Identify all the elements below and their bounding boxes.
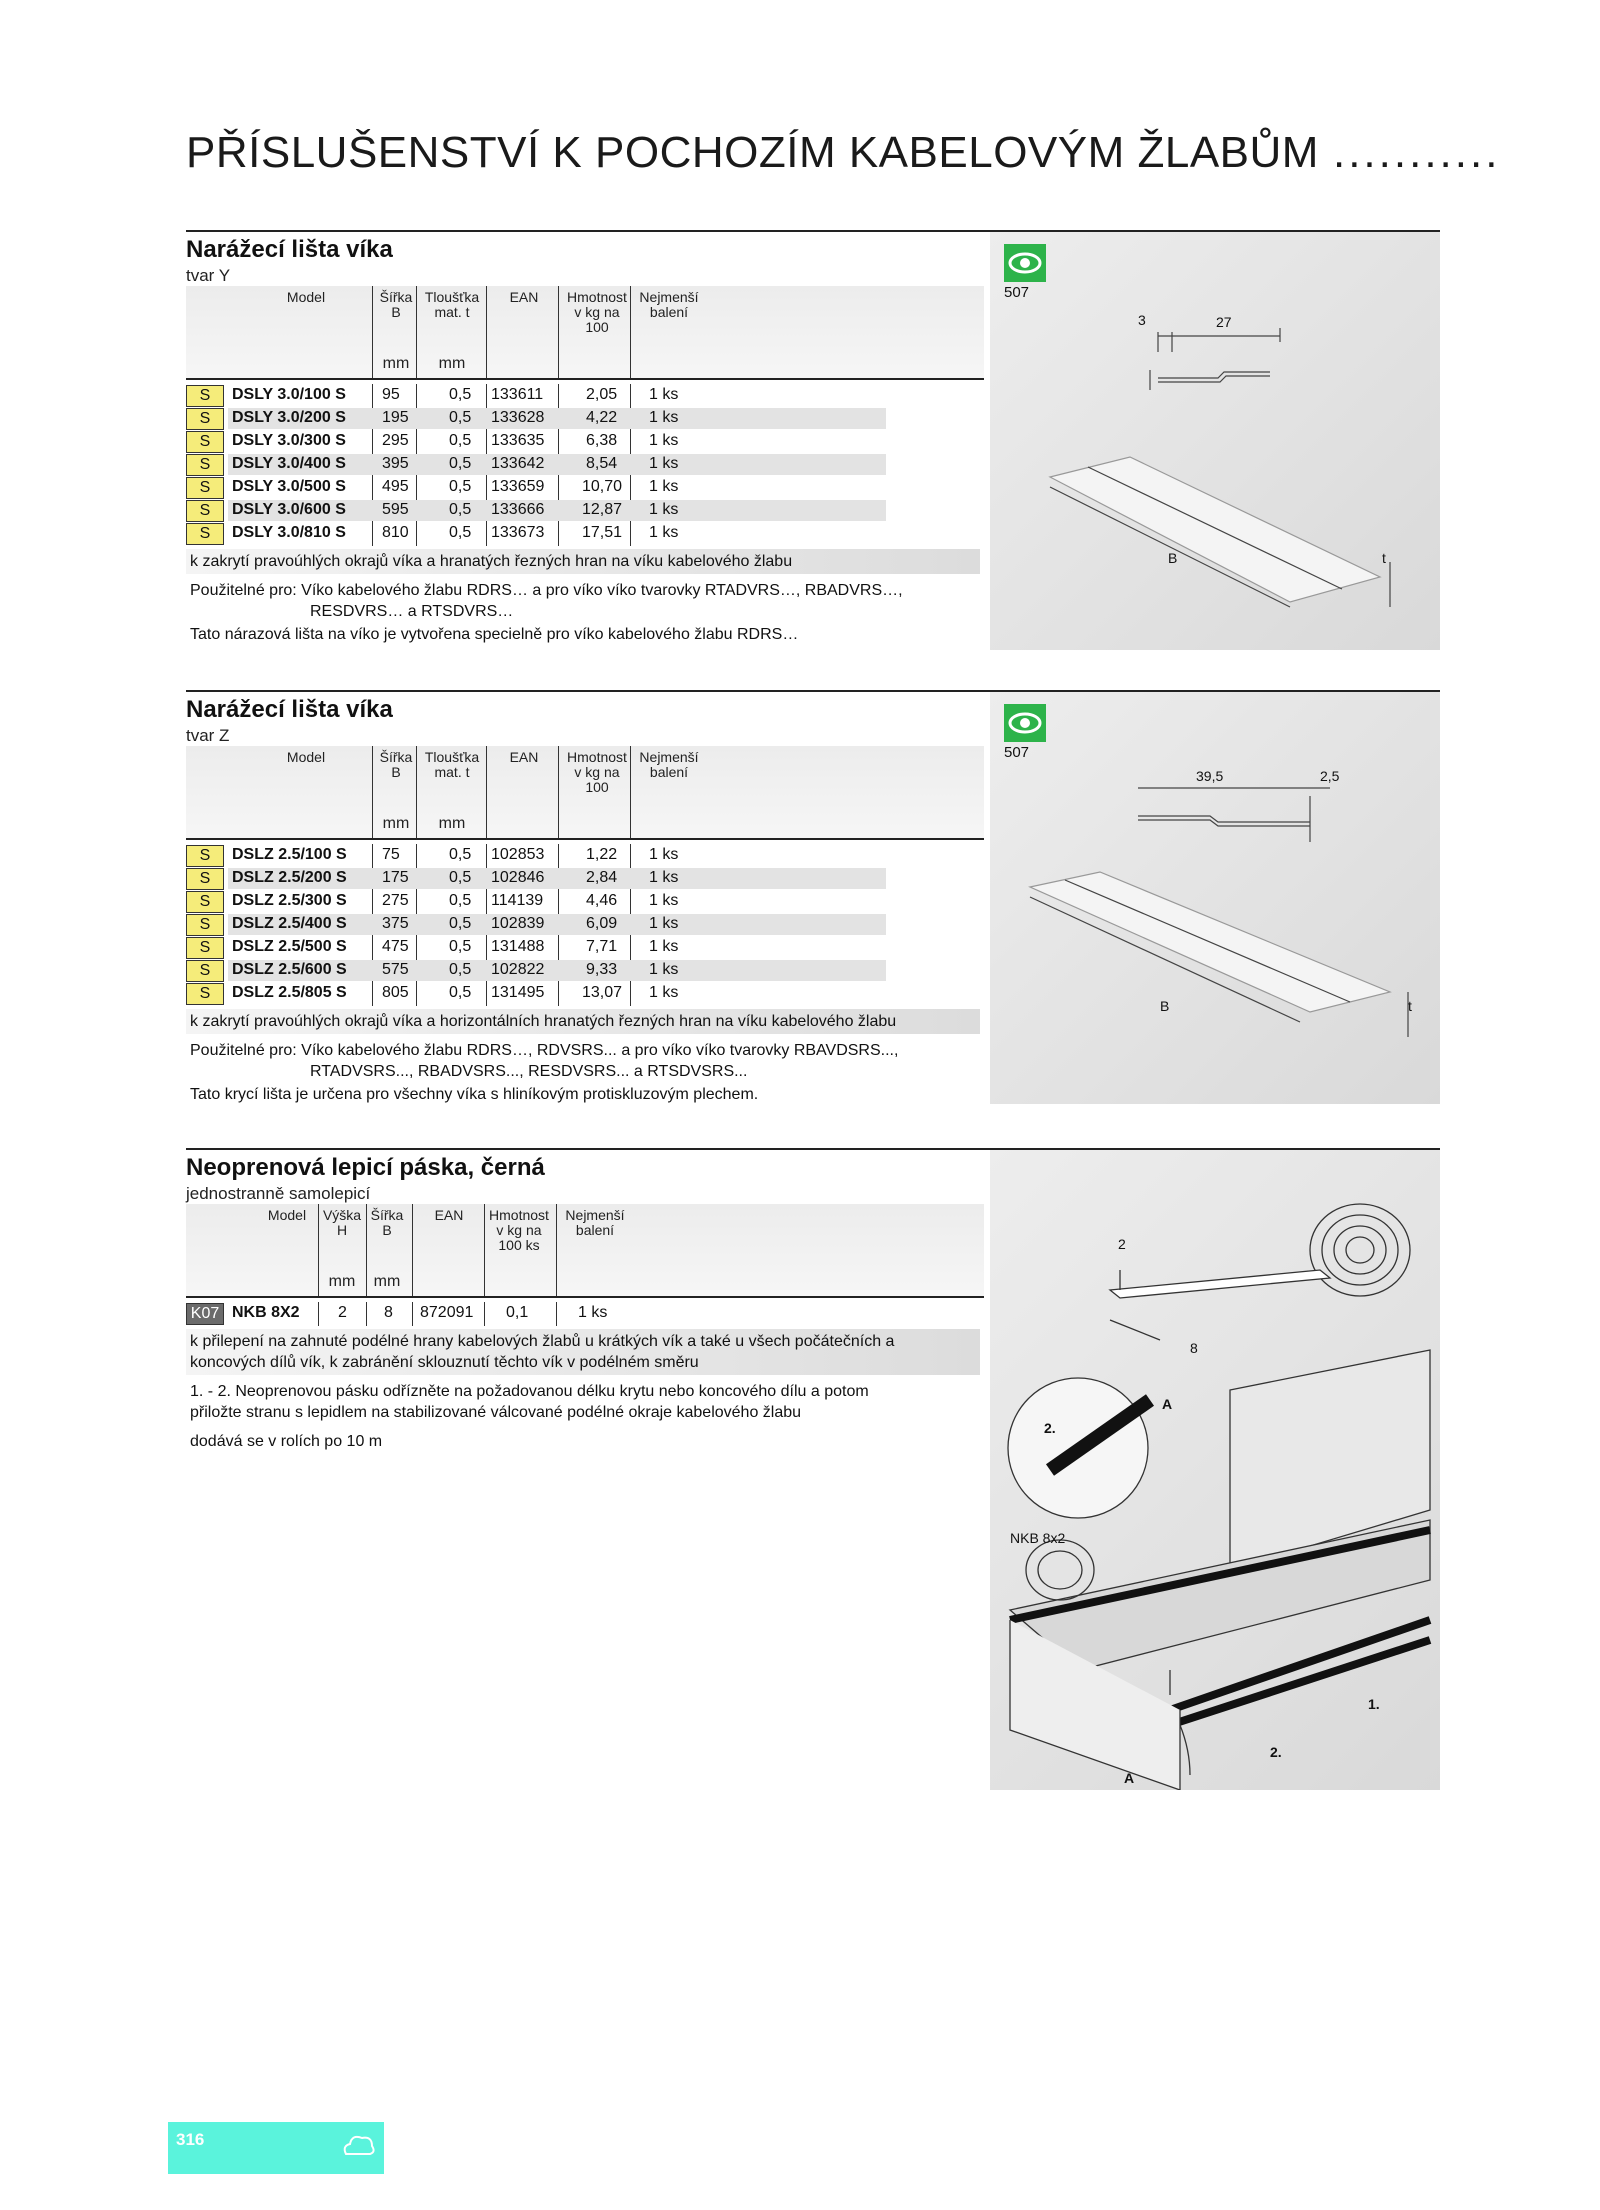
width-cell: 75	[382, 846, 400, 863]
ean-cell: 133635	[491, 432, 545, 449]
stock-badge: S	[186, 845, 224, 867]
ean-cell: 133611	[491, 386, 544, 403]
ean-cell: 102822	[491, 961, 545, 978]
model-cell: DSLZ 2.5/600 S	[232, 961, 347, 978]
ean-cell: 872091	[420, 1304, 474, 1321]
table-header	[186, 746, 984, 840]
page-footer	[168, 2122, 384, 2174]
weight-cell: 10,70	[582, 478, 623, 495]
header-model: Model	[286, 749, 326, 765]
product-illustration	[990, 1150, 1440, 1790]
weight-cell: 8,54	[586, 455, 618, 472]
ean-cell: 133628	[491, 409, 545, 426]
weight-cell: 9,33	[586, 961, 618, 978]
stock-badge: S	[186, 891, 224, 913]
model-cell: DSLY 3.0/200 S	[232, 409, 346, 426]
packing-cell: 1 ks	[649, 892, 679, 909]
packing-cell: 1 ks	[649, 386, 679, 403]
model-cell: DSLY 3.0/400 S	[232, 455, 346, 472]
table-row	[186, 913, 984, 936]
unit-mm: mm	[382, 815, 410, 832]
stock-badge: S	[186, 937, 224, 959]
thickness-cell: 0,5	[449, 524, 472, 541]
table-row	[186, 476, 984, 499]
table-row	[186, 499, 984, 522]
packing-cell: 1 ks	[649, 869, 679, 886]
width-cell: 275	[382, 892, 409, 909]
section-dsly	[186, 230, 1440, 650]
model-cell: DSLZ 2.5/400 S	[232, 915, 347, 932]
weight-cell: 2,05	[586, 386, 618, 403]
dim-label-b: 8	[1190, 1340, 1198, 1356]
table-row	[186, 959, 984, 982]
dim-label: 3	[1138, 312, 1146, 328]
section-subtitle: jednostranně samolepicí	[186, 1184, 371, 1203]
width-cell: 495	[382, 478, 409, 495]
instructions-text: 1. - 2. Neoprenovou pásku odřízněte na požadovanou délku krytu nebo koncového dílu a potom přiložte stranu s lepidlem na stabilizované válcované podélné okraje kabelového žlabu	[190, 1383, 869, 1421]
stock-badge: S	[186, 914, 224, 936]
ean-cell: 131488	[491, 938, 545, 955]
header-packing: Nejmenší balení	[639, 749, 699, 780]
stock-badge: K07	[186, 1303, 224, 1325]
weight-cell: 0,1	[506, 1304, 529, 1321]
model-cell: DSLZ 2.5/200 S	[232, 869, 347, 886]
packing-cell: 1 ks	[649, 432, 679, 449]
table-row	[186, 844, 984, 867]
table-header	[186, 286, 984, 380]
table-row	[186, 430, 984, 453]
section-subtitle: tvar Z	[186, 726, 230, 745]
tape-installation-drawing	[990, 1150, 1440, 1790]
width-cell: 395	[382, 455, 409, 472]
table-row	[186, 522, 984, 545]
table-row	[186, 453, 984, 476]
table-row	[186, 867, 984, 890]
step-label: 2.	[1270, 1744, 1282, 1760]
ean-cell: 133666	[491, 501, 545, 518]
section-title: Neoprenová lepicí páska, černá	[186, 1154, 545, 1181]
extra-text: Tato nárazová lišta na víko je vytvořena specielně pro víko kabelového žlabu RDRS…	[190, 626, 799, 643]
usage-note: k přilepení na zahnuté podélné hrany kabelových žlabů u krátkých vík a také u všech počátečních a koncových dílů vík, k zabránění sklouznutí těchto vík v podélném směru	[186, 1329, 980, 1375]
weight-cell: 12,87	[582, 501, 623, 518]
header-width: Šířka B	[379, 749, 413, 780]
width-cell: 475	[382, 938, 409, 955]
page-title: PŘÍSLUŠENSTVÍ K POCHOZÍM KABELOVÝM ŽLABŮM ...........	[186, 128, 1501, 177]
dim-label: 39,5	[1196, 768, 1224, 784]
weight-cell: 1,22	[586, 846, 618, 863]
header-packing: Nejmenší balení	[565, 1207, 625, 1238]
header-ean: EAN	[434, 1207, 464, 1223]
catalog-ref: 507	[1004, 284, 1030, 301]
packing-cell: 1 ks	[649, 409, 679, 426]
ean-cell: 133642	[491, 455, 545, 472]
header-weight: Hmotnost v kg na 100	[567, 289, 627, 335]
packing-cell: 1 ks	[578, 1304, 608, 1321]
weight-cell: 7,71	[586, 938, 618, 955]
stock-badge: S	[186, 868, 224, 890]
step-label: 1.	[1368, 1696, 1380, 1712]
ean-cell: 114139	[491, 892, 544, 909]
header-ean: EAN	[509, 289, 539, 305]
stock-badge: S	[186, 431, 224, 453]
width-cell: 295	[382, 432, 409, 449]
dim-label-b: B	[1160, 998, 1170, 1014]
header-packing: Nejmenší balení	[639, 289, 699, 320]
header-height: Výška H	[322, 1207, 362, 1238]
product-illustration	[990, 232, 1440, 650]
ean-cell: 102839	[491, 915, 545, 932]
ean-cell: 102853	[491, 846, 545, 863]
header-weight: Hmotnost v kg na 100	[567, 749, 627, 795]
section-subtitle: tvar Y	[186, 266, 231, 285]
model-cell: DSLY 3.0/300 S	[232, 432, 346, 449]
table-body	[186, 384, 984, 545]
model-cell: DSLY 3.0/600 S	[232, 501, 346, 518]
unit-mm: mm	[328, 1273, 356, 1290]
thickness-cell: 0,5	[449, 892, 472, 909]
dim-label-b: B	[1168, 550, 1178, 566]
product-table	[186, 1204, 984, 1452]
stock-badge: S	[186, 523, 224, 545]
detail-label-a: A	[1162, 1396, 1173, 1412]
extra-text: Tato krycí lišta je určena pro všechny víka s hliníkovým protiskluzovým plechem.	[190, 1086, 759, 1103]
weight-cell: 6,09	[586, 915, 618, 932]
dim-label-t: t	[1382, 550, 1386, 566]
header-weight: Hmotnost v kg na 100 ks	[489, 1207, 549, 1253]
dim-label: 27	[1216, 314, 1232, 330]
thickness-cell: 0,5	[449, 869, 472, 886]
supply-text: dodává se v rolích po 10 m	[190, 1433, 383, 1450]
catalog-ref: 507	[1004, 744, 1030, 761]
width-cell: 8	[384, 1304, 393, 1321]
thickness-cell: 0,5	[449, 915, 472, 932]
table-row	[186, 384, 984, 407]
page-number: 316	[176, 2130, 205, 2149]
ean-cell: 133673	[491, 524, 545, 541]
stock-badge: S	[186, 960, 224, 982]
ean-cell: 102846	[491, 869, 545, 886]
product-illustration	[990, 692, 1440, 1104]
stock-badge: S	[186, 500, 224, 522]
unit-mm: mm	[373, 1273, 401, 1290]
usage-note: k zakrytí pravoúhlých okrajů víka a hranatých řezných hran na víku kabelového žlabu	[186, 549, 980, 574]
thickness-cell: 0,5	[449, 961, 472, 978]
section-title: Narážecí lišta víka	[186, 236, 393, 263]
unit-mm: mm	[438, 355, 466, 372]
packing-cell: 1 ks	[649, 478, 679, 495]
width-cell: 95	[382, 386, 400, 403]
product-label: NKB 8x2	[1010, 1530, 1066, 1546]
packing-cell: 1 ks	[649, 961, 679, 978]
ean-cell: 131495	[491, 984, 545, 1001]
usage-note: k zakrytí pravoúhlých okrajů víka a horizontálních hranatých řezných hran na víku kabelového žlabu	[186, 1009, 980, 1034]
cloud-logo-icon	[342, 2132, 376, 2165]
packing-cell: 1 ks	[649, 984, 679, 1001]
profile-drawing	[990, 232, 1440, 650]
model-cell: NKB 8X2	[232, 1304, 300, 1321]
model-cell: DSLZ 2.5/100 S	[232, 846, 347, 863]
model-cell: DSLY 3.0/500 S	[232, 478, 346, 495]
table-row	[186, 982, 984, 1005]
thickness-cell: 0,5	[449, 938, 472, 955]
stock-badge: S	[186, 983, 224, 1005]
header-thickness: Tloušťka mat. t	[424, 749, 480, 780]
header-model: Model	[286, 289, 326, 305]
usable-for-text: Použitelné pro: Víko kabelového žlabu RDRS…, RDVSRS... a pro víko víko tvarovky RBAVDSRS..., RTADVSRS..., RBADVSRS..., RESDVSRS... a RTSDVSRS...	[190, 1042, 899, 1080]
section-neoprene	[186, 1148, 1440, 1798]
thickness-cell: 0,5	[449, 501, 472, 518]
model-cell: DSLY 3.0/810 S	[232, 524, 346, 541]
stock-badge: S	[186, 477, 224, 499]
weight-cell: 2,84	[586, 869, 618, 886]
dim-label-t: t	[1408, 998, 1412, 1014]
weight-cell: 6,38	[586, 432, 618, 449]
stock-badge: S	[186, 454, 224, 476]
header-ean: EAN	[509, 749, 539, 765]
header-width: Šířka B	[370, 1207, 404, 1238]
product-table	[186, 746, 984, 1105]
packing-cell: 1 ks	[649, 915, 679, 932]
thickness-cell: 0,5	[449, 432, 472, 449]
width-cell: 805	[382, 984, 409, 1001]
packing-cell: 1 ks	[649, 938, 679, 955]
thickness-cell: 0,5	[449, 386, 472, 403]
width-cell: 595	[382, 501, 409, 518]
section-dslz	[186, 690, 1440, 1110]
table-header	[186, 1204, 984, 1298]
model-cell: DSLZ 2.5/805 S	[232, 984, 347, 1001]
profile-drawing	[990, 692, 1440, 1104]
width-cell: 175	[382, 869, 409, 886]
table-body	[186, 844, 984, 1005]
product-table	[186, 286, 984, 645]
step-label: 2.	[1044, 1420, 1056, 1436]
table-body	[186, 1302, 984, 1325]
stock-badge: S	[186, 385, 224, 407]
width-cell: 195	[382, 409, 409, 426]
weight-cell: 17,51	[582, 524, 623, 541]
packing-cell: 1 ks	[649, 501, 679, 518]
thickness-cell: 0,5	[449, 478, 472, 495]
stock-badge: S	[186, 408, 224, 430]
ean-cell: 133659	[491, 478, 545, 495]
packing-cell: 1 ks	[649, 455, 679, 472]
thickness-cell: 0,5	[449, 984, 472, 1001]
dim-label-h: 2	[1118, 1236, 1126, 1252]
table-row	[186, 407, 984, 430]
table-row	[186, 1302, 984, 1325]
width-cell: 375	[382, 915, 409, 932]
header-width: Šířka B	[379, 289, 413, 320]
model-cell: DSLZ 2.5/300 S	[232, 892, 347, 909]
section-title: Narážecí lišta víka	[186, 696, 393, 723]
width-cell: 575	[382, 961, 409, 978]
packing-cell: 1 ks	[649, 846, 679, 863]
packing-cell: 1 ks	[649, 524, 679, 541]
detail-label-a: A	[1124, 1770, 1135, 1786]
thickness-cell: 0,5	[449, 455, 472, 472]
model-cell: DSLZ 2.5/500 S	[232, 938, 347, 955]
weight-cell: 13,07	[582, 984, 623, 1001]
weight-cell: 4,22	[586, 409, 618, 426]
table-row	[186, 890, 984, 913]
model-cell: DSLY 3.0/100 S	[232, 386, 346, 403]
weight-cell: 4,46	[586, 892, 618, 909]
unit-mm: mm	[438, 815, 466, 832]
table-row	[186, 936, 984, 959]
thickness-cell: 0,5	[449, 846, 472, 863]
unit-mm: mm	[382, 355, 410, 372]
width-cell: 810	[382, 524, 409, 541]
thickness-cell: 0,5	[449, 409, 472, 426]
usable-for-text: Použitelné pro: Víko kabelového žlabu RDRS… a pro víko víko tvarovky RTADVRS…, RBADVRS…, RESDVRS… a RTSDVRS…	[190, 582, 903, 620]
dim-label: 2,5	[1320, 768, 1340, 784]
height-cell: 2	[338, 1304, 347, 1321]
header-model: Model	[267, 1207, 307, 1223]
header-thickness: Tloušťka mat. t	[424, 289, 480, 320]
